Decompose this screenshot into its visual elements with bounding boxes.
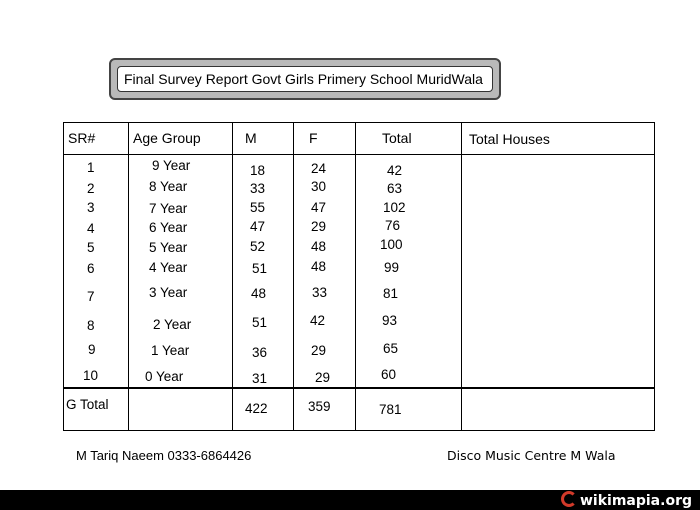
row-age: 4 Year	[149, 260, 188, 275]
grand-total-m: 422	[245, 401, 268, 416]
row-total: 99	[384, 260, 400, 275]
row-age: 7 Year	[149, 201, 188, 216]
row-m: 36	[252, 345, 268, 360]
row-total: 81	[383, 286, 399, 301]
row-f: 48	[311, 239, 327, 254]
row-f: 29	[315, 370, 331, 385]
row-m: 48	[251, 286, 267, 301]
header-f: F	[309, 130, 318, 146]
row-m: 33	[250, 181, 266, 196]
row-age: 2 Year	[153, 317, 192, 332]
grand-total-label: G Total	[66, 397, 109, 412]
row-f: 29	[311, 219, 327, 234]
row-total: 63	[387, 181, 403, 196]
row-m: 55	[250, 200, 266, 215]
row-total: 60	[381, 367, 397, 382]
header-total-houses: Total Houses	[469, 131, 550, 147]
watermark	[561, 491, 692, 509]
header-sr: SR#	[68, 130, 96, 146]
row-age: 5 Year	[149, 240, 188, 255]
row-m: 52	[250, 239, 266, 254]
row-sr: 5	[87, 240, 95, 255]
row-m: 18	[250, 163, 266, 178]
row-f: 29	[311, 343, 327, 358]
watermark-bar	[0, 490, 700, 510]
row-age: 3 Year	[149, 285, 188, 300]
row-sr: 6	[87, 261, 95, 276]
row-f: 47	[311, 200, 327, 215]
row-f: 33	[312, 285, 328, 300]
title-box	[109, 58, 501, 100]
row-total: 76	[385, 218, 401, 233]
row-m: 47	[250, 219, 266, 234]
row-m: 51	[252, 315, 268, 330]
grand-total-f: 359	[308, 399, 331, 414]
header-divider	[64, 154, 654, 155]
row-sr: 9	[88, 342, 96, 357]
row-m: 31	[252, 371, 268, 386]
header-total: Total	[382, 130, 412, 146]
footer-contact: M Tariq Naeem 0333-6864426	[76, 448, 252, 463]
row-age: 0 Year	[145, 369, 184, 384]
footer-shop: Disco Music Centre M Wala	[447, 448, 616, 463]
row-age: 8 Year	[149, 179, 188, 194]
survey-table	[63, 122, 655, 431]
row-f: 48	[311, 259, 327, 274]
row-total: 93	[382, 313, 398, 328]
row-m: 51	[252, 261, 268, 276]
watermark-text: wikimapia.org	[579, 493, 692, 509]
row-age: 9 Year	[152, 158, 191, 173]
report-title: Final Survey Report Govt Girls Primery School MuridWala	[117, 66, 493, 92]
row-sr: 10	[83, 368, 99, 383]
row-sr: 1	[87, 160, 95, 175]
col-divider	[293, 123, 294, 430]
header-age-group: Age Group	[133, 130, 201, 146]
row-sr: 4	[87, 221, 95, 236]
total-divider	[64, 387, 654, 389]
col-divider	[461, 123, 462, 430]
header-m: M	[245, 130, 257, 146]
row-age: 1 Year	[151, 343, 190, 358]
row-f: 30	[311, 179, 327, 194]
row-sr: 7	[87, 289, 95, 304]
row-sr: 8	[87, 318, 95, 333]
row-total: 102	[383, 200, 406, 215]
wikimapia-logo-icon	[561, 491, 577, 507]
row-sr: 3	[87, 200, 95, 215]
row-total: 100	[380, 237, 403, 252]
row-total: 65	[383, 341, 399, 356]
row-age: 6 Year	[149, 220, 188, 235]
row-f: 24	[311, 161, 327, 176]
row-total: 42	[387, 163, 403, 178]
col-divider	[128, 123, 129, 430]
row-f: 42	[310, 313, 326, 328]
col-divider	[355, 123, 356, 430]
grand-total-total: 781	[379, 402, 402, 417]
col-divider	[232, 123, 233, 430]
row-sr: 2	[87, 181, 95, 196]
